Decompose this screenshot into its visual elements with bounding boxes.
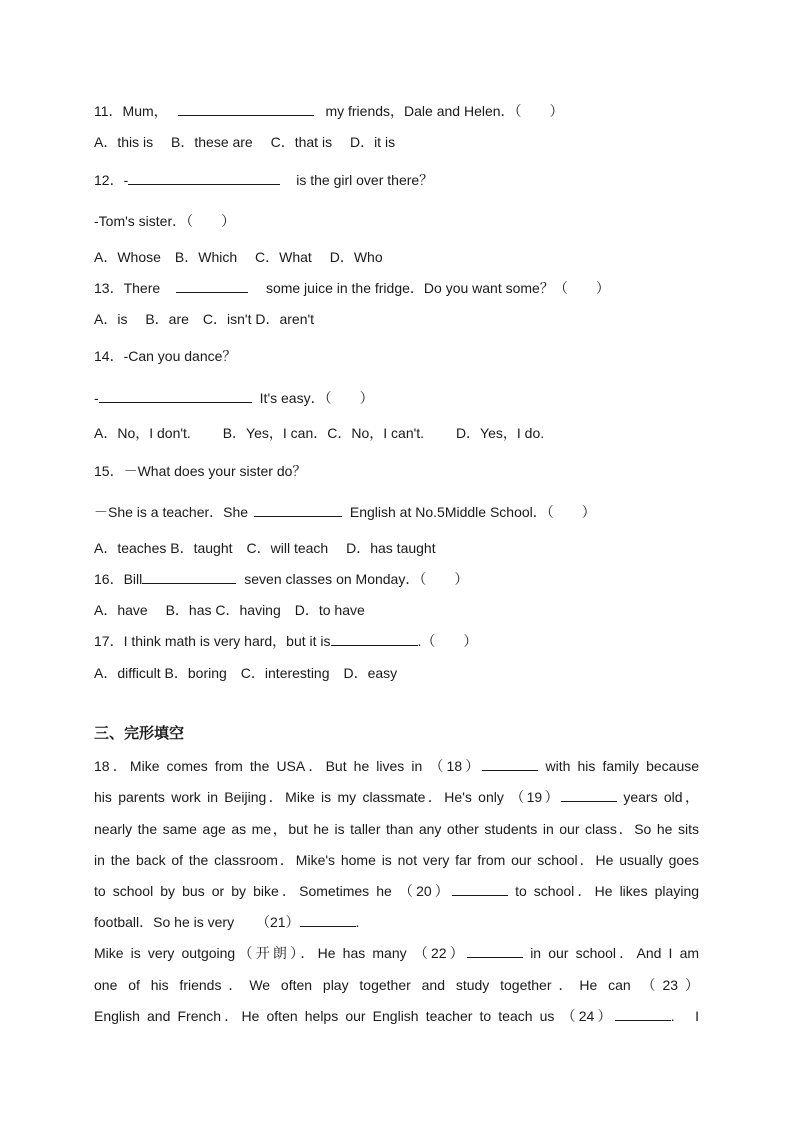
answer-blank[interactable] — [482, 757, 538, 771]
answer-blank[interactable] — [452, 882, 508, 896]
q12-options: A．Whose B．Which C．What D．Who — [94, 249, 383, 265]
question-14: 14．-Can you dance？ — [94, 348, 237, 364]
passage-text: football．So he is very — [94, 914, 235, 930]
q17-options: A．difficult B．boring C．interesting D．easy — [94, 665, 398, 681]
passage-line-5 — [94, 882, 699, 900]
question-12 — [94, 171, 433, 189]
passage-line-4: in the back of the classroom．Mike's home is not very far from our school．He usually goes — [94, 852, 699, 868]
answer-blank[interactable] — [142, 570, 236, 584]
passage-text: English and French．He often helps our English teacher to teach us — [94, 1008, 555, 1024]
q15-stem-post: English at No.5Middle School．（ ） — [349, 504, 596, 520]
passage-line-9 — [94, 1007, 699, 1025]
blank-number: （20） — [398, 883, 452, 899]
passage-line-7 — [94, 944, 699, 962]
q13-stem-pre: 13．There — [94, 280, 161, 296]
question-11 — [94, 102, 564, 120]
q12-stem-post: is the girl over there？ — [296, 172, 434, 188]
q14-stem-post: It's easy．（ ） — [259, 390, 374, 406]
blank-number: （23） — [641, 977, 700, 993]
q11-stem-pre: Mum， — [122, 103, 168, 119]
question-13 — [94, 279, 610, 297]
passage-line-2 — [94, 788, 699, 806]
blank-number: （18） — [429, 758, 483, 774]
answer-blank[interactable] — [254, 503, 342, 517]
q15-response-line — [94, 503, 596, 521]
passage-line-1 — [94, 757, 699, 775]
q14-response-line — [94, 389, 374, 407]
passage-line-8 — [94, 976, 699, 994]
q11-stem-post: my friends，Dale and Helen．（ ） — [325, 103, 564, 119]
q14-dash: - — [94, 390, 99, 406]
q17-stem-pre: 17．I think math is very hard，but it is — [94, 633, 331, 649]
blank-number: （24） — [561, 1008, 615, 1024]
blank-number: （21） — [255, 914, 300, 930]
q13-options: A．is B．are C．isn't D．aren't — [94, 311, 315, 327]
blank-number: （19） — [510, 789, 562, 805]
q11-number: 11． — [94, 103, 123, 119]
q16-stem-post: seven classes on Monday．（ ） — [244, 571, 469, 587]
passage-text: years old， — [623, 789, 699, 805]
passage-text: his parents work in Beijing．Mike is my classmate．He's only — [94, 789, 504, 805]
q11-options: A．this is B．these are C．that is D．it is — [94, 134, 396, 150]
passage-text: to school by bus or by bike．Sometimes he — [94, 883, 392, 899]
q15-stem-pre: －She is a teacher．She — [94, 504, 249, 520]
question-16 — [94, 570, 468, 588]
answer-blank[interactable] — [128, 171, 280, 185]
section-heading: 三、完形填空 — [94, 725, 185, 742]
question-17 — [94, 632, 477, 650]
answer-blank[interactable] — [331, 632, 418, 646]
passage-text: 18．Mike comes from the USA．But he lives in — [94, 758, 423, 774]
answer-blank[interactable] — [615, 1007, 671, 1021]
q17-stem-post: .（ ） — [417, 633, 478, 649]
q12-number: 12．- — [94, 172, 129, 188]
passage-text: Mike is very outgoing（开朗）．He has many — [94, 945, 407, 961]
q16-stem-pre: 16．Bill — [94, 571, 143, 587]
passage-text: with his family because — [545, 758, 700, 774]
q16-options: A．have B．has C．having D．to have — [94, 602, 365, 618]
passage-text: one of his friends．We often play together and study together．He can — [94, 977, 631, 993]
answer-blank[interactable] — [176, 279, 248, 293]
answer-blank[interactable] — [99, 389, 252, 403]
passage-text: . I — [670, 1008, 699, 1024]
passage-text: to school．He likes playing — [515, 883, 700, 899]
q13-stem-post: some juice in the fridge．Do you want some？（ ） — [265, 280, 610, 296]
passage-line-6 — [94, 913, 359, 931]
answer-blank[interactable] — [467, 944, 523, 958]
answer-blank[interactable] — [178, 102, 314, 116]
passage-line-3: nearly the same age as me，but he is taller than any other students in our class．So he sits — [94, 821, 699, 837]
passage-text: in our school．And I am — [530, 945, 700, 961]
answer-blank[interactable] — [561, 788, 617, 802]
q15-options: A．teaches B．taught C．will teach D．has taught — [94, 540, 436, 556]
question-15: 15．－What does your sister do？ — [94, 463, 307, 479]
answer-blank[interactable] — [300, 913, 356, 927]
passage-text: . — [355, 914, 360, 930]
blank-number: （22） — [413, 945, 468, 961]
q12-answer-line: -Tom's sister．（ ） — [94, 213, 236, 229]
q14-options: A．No，I don't. B．Yes，I can．C．No，I can't. D．Yes，I do. — [94, 425, 545, 441]
